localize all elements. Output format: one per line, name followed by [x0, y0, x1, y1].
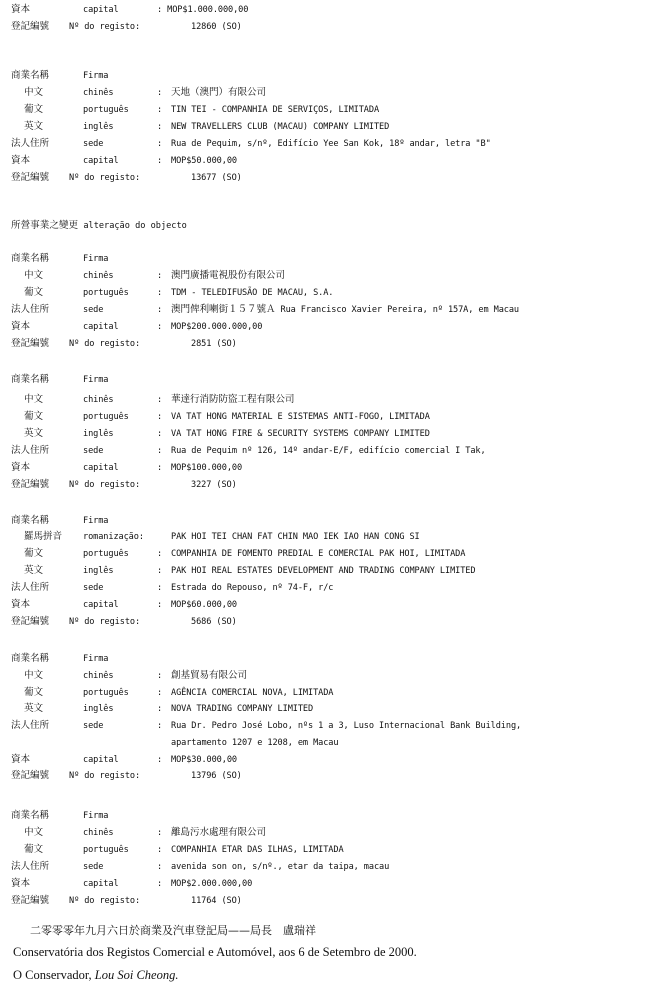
english-label-pt: inglês [83, 122, 114, 132]
portuguese-name-value: COMPANHIA ETAR DAS ILHAS, LIMITADA [171, 845, 344, 855]
portuguese-name-value: TDM - TELEDIFUSÃO DE MACAU, S.A. [171, 288, 334, 298]
chinese-name-value: 澳門廣播電視股份有限公司 [171, 270, 285, 281]
portuguese-label-pt: português [83, 549, 129, 559]
romanization-label-zh: 羅馬拼音 [24, 531, 62, 542]
english-name-value: NEW TRAVELLERS CLUB (MACAU) COMPANY LIMITED [171, 122, 390, 132]
sede-value: Estrada do Repouso, nº 74-F, r/c [171, 583, 334, 593]
portuguese-label-pt: português [83, 288, 129, 298]
section-heading [11, 220, 187, 232]
sede-label-pt: sede [83, 446, 104, 456]
sede-value: Rua de Pequim nº 126, 14º andar-E/F, edifício comercial I Tak, [171, 446, 486, 456]
portuguese-label-zh: 葡文 [24, 104, 43, 115]
registration-label-pt: Nº do registo: [69, 339, 141, 349]
capital-value: MOP$2.000.000,00 [171, 879, 253, 889]
capital-label-pt: capital [83, 879, 119, 889]
romanization-value: PAK HOI TEI CHAN FAT CHIN MAO IEK IAO HAN CONG SI [171, 532, 420, 542]
sede-value: avenida son on, s/nº., etar da taipa, macau [171, 862, 390, 872]
registration-label-pt: Nº do registo: [69, 480, 141, 490]
sede-label-pt: sede [83, 721, 104, 731]
sede-value-zh: 澳門俾利喇街１５７號Ａ [171, 304, 276, 315]
capital-label-pt: capital [83, 5, 119, 15]
capital-label-zh: 資本 [11, 878, 30, 889]
firma-label-zh: 商業名稱 [11, 653, 49, 664]
english-label-zh: 英文 [24, 428, 43, 439]
registration-label-pt: Nº do registo: [69, 173, 141, 183]
chinese-name-value: 創基貿易有限公司 [171, 670, 247, 681]
portuguese-name-value: VA TAT HONG MATERIAL E SISTEMAS ANTI-FOGO, LIMITADA [171, 412, 430, 422]
portuguese-label-pt: português [83, 688, 129, 698]
chinese-label-zh: 中文 [24, 394, 43, 405]
portuguese-name-value: TIN TEI - COMPANHIA DE SERVIÇOS, LIMITADA [171, 105, 380, 115]
sede-value-line1: Rua Dr. Pedro José Lobo, nºs 1 a 3, Luso Internacional Bank Building, [171, 721, 522, 731]
registration-label-pt: Nº do registo: [69, 617, 141, 627]
capital-label-pt: capital [83, 755, 119, 765]
firma-label-zh: 商業名稱 [11, 515, 49, 526]
english-label-pt: inglês [83, 704, 114, 714]
sede-label-pt: sede [83, 139, 104, 149]
firma-label-zh: 商業名稱 [11, 253, 49, 264]
firma-label-pt: Firma [83, 516, 109, 526]
english-label-zh: 英文 [24, 703, 43, 714]
capital-value: MOP$60.000,00 [171, 600, 237, 610]
sede-value: Rua de Pequim, s/nº, Edifício Yee San Kok, 18º andar, letra "B" [171, 139, 491, 149]
sede-label-pt: sede [83, 583, 104, 593]
registration-label-pt: Nº do registo: [69, 896, 141, 906]
capital-label-pt: capital [83, 463, 119, 473]
footer-portuguese-line1: Conservatória dos Registos Comercial e Automóvel, aos 6 de Setembro de 2000. [13, 945, 417, 959]
firma-label-zh: 商業名稱 [11, 70, 49, 81]
sede-label-zh: 法人住所 [11, 445, 49, 456]
footer-chinese: 二零零零年九月六日於商業及汽車登記局——局長 盧瑞祥 [30, 924, 316, 937]
portuguese-label-pt: português [83, 845, 129, 855]
romanization-label-pt: romanização: [83, 532, 144, 542]
registration-value: 11764 (SO) [191, 896, 242, 906]
footer-signature [13, 968, 178, 983]
sede-label-zh: 法人住所 [11, 138, 49, 149]
chinese-label-zh: 中文 [24, 270, 43, 281]
registration-value: 12860 (SO) [191, 22, 242, 32]
chinese-label-zh: 中文 [24, 827, 43, 838]
english-label-pt: inglês [83, 429, 114, 439]
registration-label-zh: 登記編號 [11, 770, 49, 781]
registration-label-zh: 登記編號 [11, 895, 49, 906]
signature-name: Lou Soi Cheong. [94, 968, 179, 982]
capital-value: MOP$100.000,00 [171, 463, 243, 473]
portuguese-label-zh: 葡文 [24, 844, 43, 855]
chinese-name-value: 天地（澳門）有限公司 [171, 87, 266, 98]
registration-label-zh: 登記編號 [11, 172, 49, 183]
firma-label-pt: Firma [83, 254, 109, 264]
registration-value: 3227 (SO) [191, 480, 237, 490]
signature-prefix: O Conservador, [13, 968, 95, 982]
firma-label-zh: 商業名稱 [11, 374, 49, 385]
firma-label-pt: Firma [83, 375, 109, 385]
portuguese-label-zh: 葡文 [24, 411, 43, 422]
capital-label-zh: 資本 [11, 155, 30, 166]
chinese-label-pt: chinês [83, 88, 114, 98]
sede-label-zh: 法人住所 [11, 582, 49, 593]
registration-label-pt: Nº do registo: [69, 22, 141, 32]
english-name-value: VA TAT HONG FIRE & SECURITY SYSTEMS COMPANY LIMITED [171, 429, 430, 439]
firma-label-pt: Firma [83, 811, 109, 821]
capital-label-zh: 資本 [11, 599, 30, 610]
english-label-pt: inglês [83, 566, 114, 576]
portuguese-label-zh: 葡文 [24, 687, 43, 698]
chinese-label-pt: chinês [83, 828, 114, 838]
sede-label-zh: 法人住所 [11, 861, 49, 872]
portuguese-label-zh: 葡文 [24, 287, 43, 298]
english-name-value: NOVA TRADING COMPANY LIMITED [171, 704, 314, 714]
firma-label-pt: Firma [83, 71, 109, 81]
capital-label-zh: 資本 [11, 754, 30, 765]
section-title-pt: alteração do objecto [83, 221, 187, 231]
chinese-name-value: 華達行消防防盜工程有限公司 [171, 394, 295, 405]
capital-value: MOP$50.000,00 [171, 156, 237, 166]
capital-label-pt: capital [83, 322, 119, 332]
portuguese-label-pt: português [83, 105, 129, 115]
chinese-name-value: 離島污水處理有限公司 [171, 827, 266, 838]
portuguese-label-pt: português [83, 412, 129, 422]
capital-value: MOP$200.000.000,00 [171, 322, 263, 332]
registration-value: 13677 (SO) [191, 173, 242, 183]
sede-label-zh: 法人住所 [11, 720, 49, 731]
portuguese-name-value: AGÊNCIA COMERCIAL NOVA, LIMITADA [171, 688, 334, 698]
registration-label-zh: 登記編號 [11, 21, 49, 32]
chinese-label-zh: 中文 [24, 670, 43, 681]
chinese-label-pt: chinês [83, 671, 114, 681]
sede-value: Rua Francisco Xavier Pereira, nº 157A, em Macau [280, 305, 519, 315]
english-label-zh: 英文 [24, 121, 43, 132]
registration-label-pt: Nº do registo: [69, 771, 141, 781]
registration-label-zh: 登記編號 [11, 338, 49, 349]
registration-value: 5686 (SO) [191, 617, 237, 627]
chinese-label-pt: chinês [83, 271, 114, 281]
capital-value: MOP$30.000,00 [171, 755, 237, 765]
sede-label-zh: 法人住所 [11, 304, 49, 315]
registration-value: 13796 (SO) [191, 771, 242, 781]
capital-label-pt: capital [83, 600, 119, 610]
capital-value: : MOP$1.000.000,00 [157, 5, 249, 15]
chinese-label-pt: chinês [83, 395, 114, 405]
registration-value: 2851 (SO) [191, 339, 237, 349]
english-name-value: PAK HOI REAL ESTATES DEVELOPMENT AND TRADING COMPANY LIMITED [171, 566, 476, 576]
capital-label-zh: 資本 [11, 462, 30, 473]
document-page: 資本 capital : MOP$1.000.000,00 登記編號 Nº do registo: 12860 (SO) 商業名稱 Firma 中文 chinês : 天地（澳門）有限公司 葡文 português : TIN TEI - COMPANHIA DE SERVIÇOS, LIMITADA 英文 inglês : NEW TRAVELLERS CLUB (MACAU) COMPANY LIMITED 法人住所 sede : Rua de Pequim, s/nº, Edifício Yee San Kok, 18º andar, letra "B" 資本 capital : MOP$50.000,00 登記編號 Nº do registo: 13677 (SO) 所營事業之變更 alteração do objecto 商業名稱 Firma 中文 chinês : 澳門廣播電視股份有限公司 葡文 português : TDM - TELEDIFUSÃO DE MACAU, S.A. 法人住所 sede : 澳門俾利喇街１５７號Ａ Rua Francisco Xavier Pereira, nº 157A, em Macau 資本 capital : MOP$200.000.000,00 登記編號 Nº do registo: 2851 (SO) 商業名稱 Firma 中文 chinês : 華達行消防防盜工程有限公司 葡文 português : VA TAT HONG MATERIAL E SISTEMAS ANTI-FOGO, LIMITADA 英文 inglês : VA TAT HONG FIRE & SECURITY SYSTEMS COMPANY LIMITED 法人住所 sede : Rua de Pequim nº 126, 14º andar-E/F, edifício comercial I Tak, 資本 capital : MOP$100.000,00 登記編號 Nº do registo: 3227 (SO) 商業名稱 Firma 羅馬拼音 romanização: PAK HOI TEI CHAN FAT CHIN MAO IEK IAO HAN CONG SI 葡文 português : COMPANHIA DE FOMENTO PREDIAL E COMERCIAL PAK HOI, LIMITADA 英文 inglês : PAK HOI REAL ESTATES DEVELOPMENT AND TRADING COMPANY LIMITED 法人住所 sede : Estrada do Repouso, nº 74-F, r/c 資本 capital : MOP$60.000,00 登記編號 Nº do registo: 5686 (SO) 商業名稱 Firma 中文 chinês : 創基貿易有限公司 葡文 português : AGÊNCIA COMERCIAL NOVA, LIMITADA 英文 inglês : NOVA TRADING COMPANY LIMITED 法人住所 sede : Rua Dr. Pedro José Lobo, nºs 1 a 3, Luso Internacional Bank Building, apartamento 1207 e 1208, em Macau 資本 capital : MOP$30.000,00 登記編號 Nº do registo: 13796 (SO) 商業名稱 Firma 中文 chinês : 離島污水處理有限公司 葡文 português : COMPANHIA ETAR DAS ILHAS, LIMITADA 法人住所 sede : avenida son on, s/nº., etar da taipa, macau 資本 capital : MOP$2.000.000,00 登記編號 Nº do registo: 11764 (SO) 二零零零年九月六日於商業及汽車登記局——局長 盧瑞祥 Conservatória dos Registos Comercial e Automóvel, aos 6 de Setembro de 2000. O Conservador, Lou Soi Cheong. [11, 4, 522, 982]
firma-label-pt: Firma [83, 654, 109, 664]
capital-label-pt: capital [83, 156, 119, 166]
registration-label-zh: 登記編號 [11, 479, 49, 490]
portuguese-name-value: COMPANHIA DE FOMENTO PREDIAL E COMERCIAL PAK HOI, LIMITADA [171, 549, 466, 559]
english-label-zh: 英文 [24, 565, 43, 576]
capital-label-zh: 資本 [11, 4, 30, 15]
registration-label-zh: 登記編號 [11, 616, 49, 627]
chinese-label-zh: 中文 [24, 87, 43, 98]
section-title-zh: 所營事業之變更 [11, 220, 79, 231]
sede-label-pt: sede [83, 862, 104, 872]
sede-value-line2: apartamento 1207 e 1208, em Macau [171, 738, 339, 748]
sede-label-pt: sede [83, 305, 104, 315]
firma-label-zh: 商業名稱 [11, 810, 49, 821]
capital-label-zh: 資本 [11, 321, 30, 332]
portuguese-label-zh: 葡文 [24, 548, 43, 559]
